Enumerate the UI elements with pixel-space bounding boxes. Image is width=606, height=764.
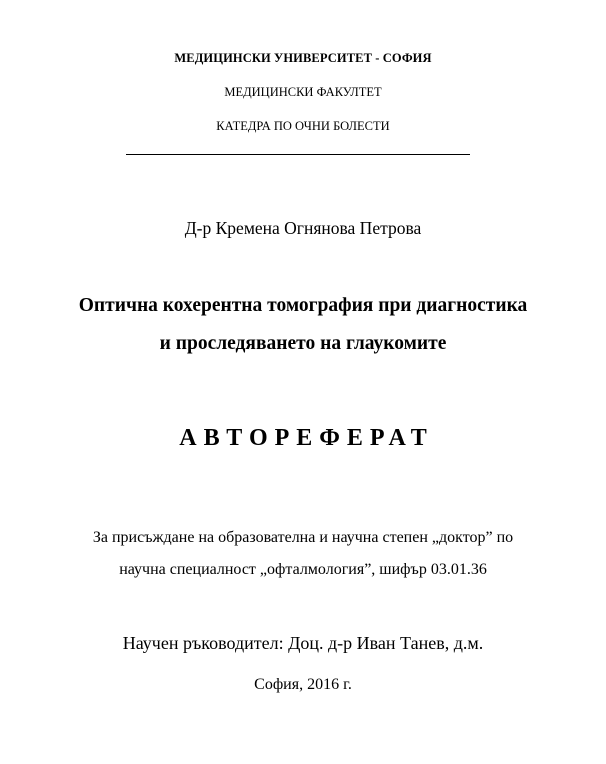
document-type-heading: АВТОРЕФЕРАТ — [179, 425, 434, 451]
place-and-year: София, 2016 г. — [254, 676, 352, 693]
department-name: КАТЕДРА ПО ОЧНИ БОЛЕСТИ — [216, 119, 390, 133]
header-divider — [126, 154, 470, 155]
degree-statement-line-2: научна специалност „офталмология”, шифър 03.01.36 — [119, 561, 487, 578]
faculty-name: МЕДИЦИНСКИ ФАКУЛТЕТ — [224, 85, 382, 99]
university-name: МЕДИЦИНСКИ УНИВЕРСИТЕТ - СОФИЯ — [174, 51, 432, 65]
scientific-supervisor: Научен ръководител: Доц. д-р Иван Танев, д.м. — [122, 633, 484, 653]
thesis-title-line-1: Оптична кохерентна томография при диагностика — [78, 295, 528, 316]
author-name: Д-р Кремена Огнянова Петрова — [184, 218, 422, 238]
degree-statement-line-1: За присъждане на образователна и научна степен „доктор” по — [92, 529, 514, 546]
thesis-title-line-2: и проследяването на глаукомите — [159, 333, 447, 354]
